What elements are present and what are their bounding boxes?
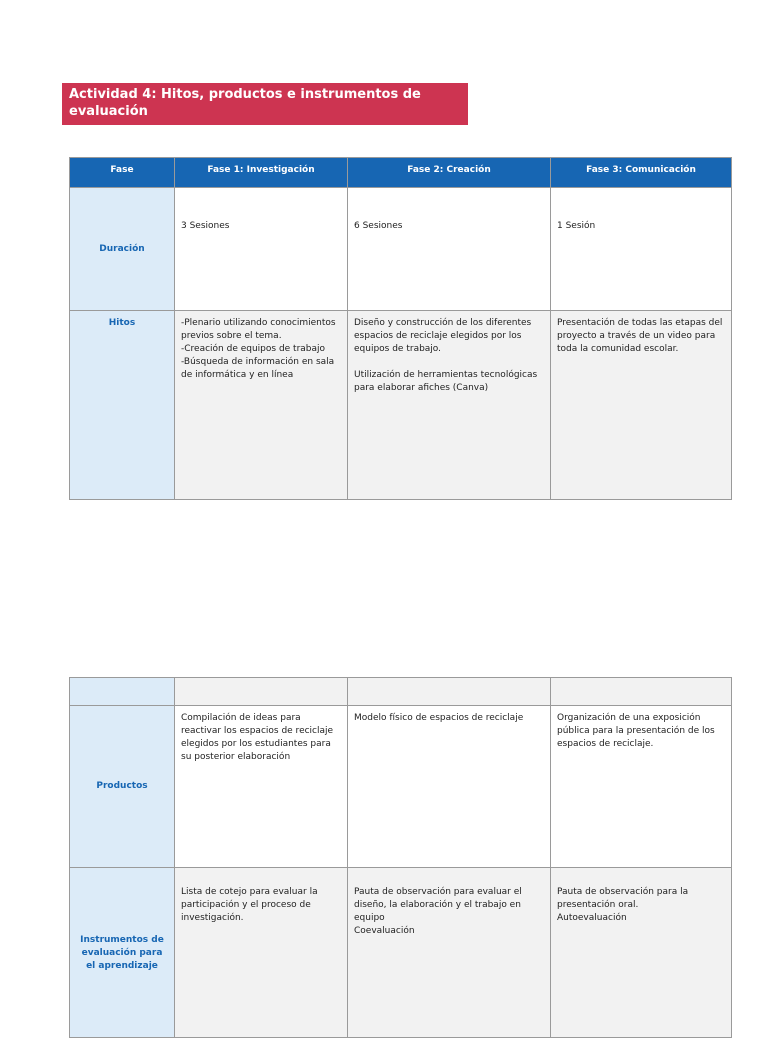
duracion-row	[70, 188, 732, 311]
hitos-row	[70, 311, 732, 500]
productos-fase-2: Modelo físico de espacios de reciclaje	[348, 706, 551, 868]
duracion-fase-3: 1 Sesión	[551, 188, 732, 311]
duracion-fase-1: 3 Sesiones	[175, 188, 348, 311]
instrumentos-fase-2: Pauta de observación para evaluar el diseño, la elaboración y el trabajo en equipo Coevaluación	[348, 868, 551, 1038]
productos-fase-1: Compilación de ideas para reactivar los espacios de reciclaje elegidos por los estudiantes para su posterior elaboración	[175, 706, 348, 868]
header-fase-2: Fase 2: Creación	[348, 158, 551, 188]
hitos-fase-2: Diseño y construcción de los diferentes espacios de reciclaje elegidos por los equipos de trabajo. Utilización de herramientas tecnológicas para elaborar afiches (Canva)	[348, 311, 551, 500]
productos-label: Productos	[70, 706, 175, 868]
continuation-cell-3	[551, 678, 732, 706]
header-fase: Fase	[70, 158, 175, 188]
hitos-fase-3: Presentación de todas las etapas del proyecto a través de un video para toda la comunidad escolar.	[551, 311, 732, 500]
continuation-cell-2	[348, 678, 551, 706]
instrumentos-label: Instrumentos de evaluación para el aprendizaje	[70, 868, 175, 1038]
instrumentos-fase-3: Pauta de observación para la presentación oral. Autoevaluación	[551, 868, 732, 1038]
header-fase-3: Fase 3: Comunicación	[551, 158, 732, 188]
duracion-fase-2: 6 Sesiones	[348, 188, 551, 311]
evaluation-table	[69, 677, 732, 1038]
productos-fase-3: Organización de una exposición pública para la presentación de los espacios de reciclaje.	[551, 706, 732, 868]
continuation-row	[70, 678, 732, 706]
activity-title: Actividad 4: Hitos, productos e instrumentos de evaluación	[62, 83, 468, 125]
continuation-cell-1	[175, 678, 348, 706]
phases-table	[69, 157, 732, 500]
continuation-label-cell	[70, 678, 175, 706]
duracion-label: Duración	[70, 188, 175, 311]
header-row	[70, 158, 732, 188]
hitos-label: Hitos	[70, 311, 175, 500]
header-fase-1: Fase 1: Investigación	[175, 158, 348, 188]
instrumentos-row	[70, 868, 732, 1038]
productos-row	[70, 706, 732, 868]
instrumentos-fase-1: Lista de cotejo para evaluar la participación y el proceso de investigación.	[175, 868, 348, 1038]
hitos-fase-1: -Plenario utilizando conocimientos previos sobre el tema. -Creación de equipos de trabajo -Búsqueda de información en sala de informática y en línea	[175, 311, 348, 500]
